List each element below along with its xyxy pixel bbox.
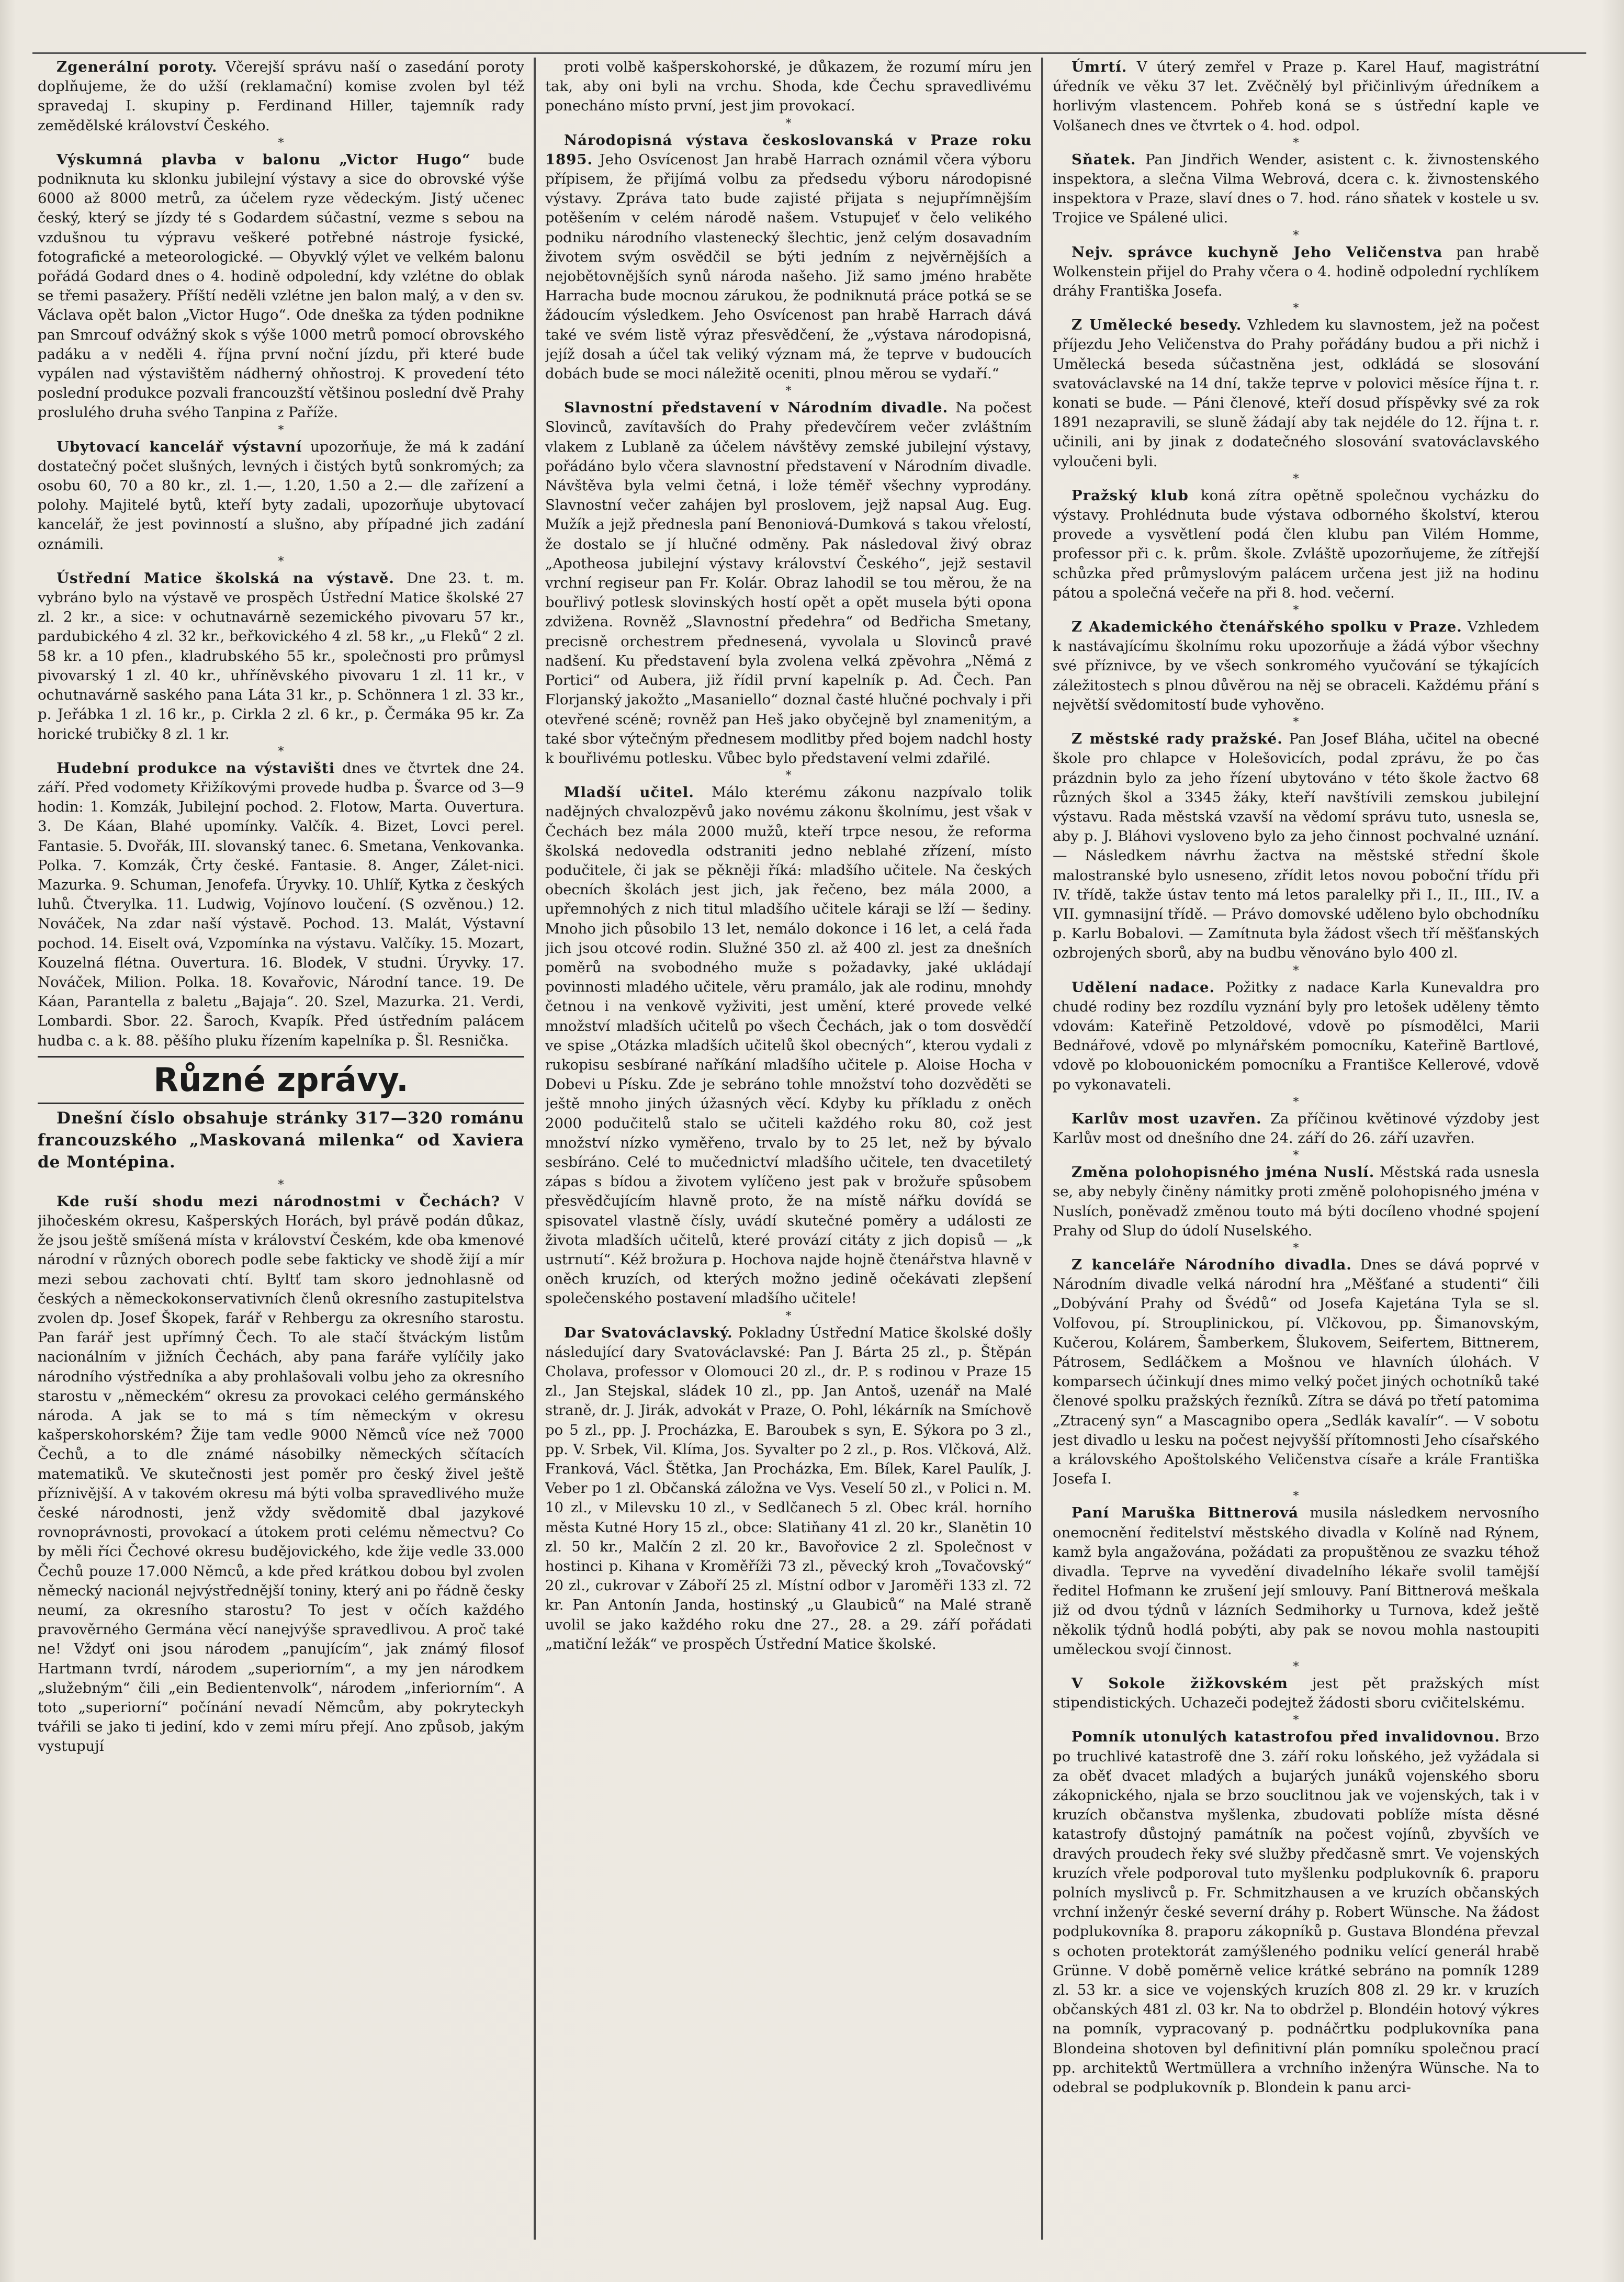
article-paragraph — [545, 131, 1032, 384]
article-paragraph — [1053, 1503, 1539, 1659]
separator-asterisk: * — [785, 1309, 792, 1323]
article-paragraph — [1053, 729, 1539, 963]
article-lead: Karlův most uzavřen. — [1072, 1110, 1262, 1127]
separator-asterisk: * — [1293, 302, 1299, 316]
separator-asterisk: * — [278, 136, 284, 150]
article-text: Dnes se dává poprvé v Národním divadle velká národní hra „Měšťané a studenti“ čili „Dobývání Prahy od Švédů“ od Josefa Kajetána Tyla se sl. Volfovou, pí. Strouplinickou, pí. Vlčkovou, pp. Šimanovským, Kučerou, Kolárem, Šamberkem, Šlukovem, Seifertem, Bittnerem, Pátrosem, Sedláčkem a Mošnou ve hlavních úlohách. V komparsech účinkují dnes mimo velký počet jiných ochotníků také členové spolku pražských řezníků. Zítra se dává po třetí patomima „Ztracený syn“ a Mascagnibo opera „Sedlák kavalír“. — V sobotu jest divadlo u lesku na počest nejvyšší přítomnosti Jeho císařského a královského Apoštolského Veličenstva císaře a krále Františka Josefa I. — [1053, 1256, 1539, 1488]
article-paragraph — [38, 569, 524, 744]
article-paragraph — [1053, 316, 1539, 471]
article-text: Vzhledem ku slavnostem, jež na počest příjezdu Jeho Veličenstva do Prahy pořádány budou a při nichž i Umělecká beseda súčastněna jest, odkládá se slosování svatováclavské na 14 dní, takže teprve v polovici měsíce října t. r. konati se bude. — Páni členové, kteří dosud příspěvky své za rok 1891 nezapravili, se sluně žádají aby tak nejdéle do 12. října t. r. učinili, ani by jinak z dodatečného slosování svatováclavského vyloučeni byli. — [1053, 317, 1539, 470]
separator-asterisk: * — [1293, 604, 1299, 617]
article-paragraph — [1053, 617, 1539, 715]
article-paragraph — [545, 1323, 1032, 1654]
article-lead: Ústřední Matice školská na výstavě. — [57, 569, 394, 587]
separator-asterisk: * — [278, 745, 284, 758]
article-lead: Nejv. správce kuchyně Jeho Veličenstva — [1072, 243, 1443, 261]
article-text: Požitky z nadace Karla Kunevaldra pro chudé rodiny bez rozdílu vyznání byly pro letošek uděleny těmto vdovám: Kateřině Petzoldové, vdově po písmodělci, Marii Bednářové, vdově po mlynářském pomocníku, Kateřině Bartlové, vdově po klobouonickém pomocníku a Františce Kellerové, vdově po vykonavateli. — [1053, 979, 1539, 1093]
article-text: proti volbě kašperskohorské, je důkazem, že rozumí míru jen tak, aby oni byli na vrchu. Shoda, kde Čechu spravedlivému ponecháno místo první, jest jim provokací. — [545, 59, 1032, 115]
article-lead: Mladší učitel. — [564, 784, 694, 801]
article-lead: V Sokole žižkovském — [1072, 1675, 1288, 1692]
article-paragraph — [1053, 1163, 1539, 1241]
article-text: koná zítra opětně společnou vycházku do výstavy. Prohlédnuta bude výstava odborného školství, kterou provede a vysvětlení podá člen klubu pan Vilém Homme, professor při c. k. prům. škole. Zvláště upozorňujeme, že zítřejší schůzka před průmyslovým palácem určena jest již na hodinu pátou a společná večeře na při 8. hod. večerní. — [1053, 487, 1539, 601]
article-text: pan hrabě Wolkenstein přijel do Prahy včera o 4. hodině odpolední rychlíkem dráhy Františka Josefa. — [1053, 243, 1539, 300]
article-paragraph — [1053, 58, 1539, 136]
article-lead: Sňatek. — [1072, 151, 1136, 168]
article-text: jest pět pražských míst stipendistických. Uchazeči podejtež žádosti sboru cvičitelskému. — [1053, 1675, 1539, 1712]
separator-asterisk: * — [785, 769, 792, 783]
separator-asterisk: * — [1293, 716, 1299, 729]
article-lead: Slavnostní představení v Národním divadle. — [564, 399, 949, 417]
article-lead: Ubytovací kancelář výstavní — [57, 438, 302, 455]
article-text: V úterý zemřel v Praze p. Karel Hauf, magistrátní úředník ve věku 37 let. Zvěčnělý byl přičinlivým úředníkem a horlivým vlastencem. Pohřeb koná se s ústřední kaple ve Volšanech dnes ve čtvrtek o 4. hod. odpol. — [1053, 59, 1539, 134]
article-lead: Úmrtí. — [1072, 59, 1127, 75]
separator-asterisk: * — [1293, 1714, 1299, 1727]
separator-asterisk: * — [1293, 472, 1299, 486]
article-text: dnes ve čtvrtek dne 24. září. Před vodomety Křižíkovými provede hudba p. Švarce od 3—9 hodin: 1. Komzák, Jubilejní pochod. 2. Flotow, Marta. Ouvertura. 3. De Káan, Blahé upomínky. Valčík. 4. Bizet, Lovci perel. Fantasie. 5. Dvořák, III. slovanský tanec. 6. Smetana, Venkovanka. Polka. 7. Komzák, Črty české. Fantasie. 8. Anger, Zálet-nici. Mazurka. 9. Schuman, Jenofefa. Úryvky. 10. Uhlíř, Kytka z českých luhů. Čtverylka. 11. Ludwig, Vojínovo loučení. (S ozvěnou.) 12. Nováček, Na zdar naší výstavě. Pochod. 13. Malát, Výstavní pochod. 14. Eiselt ová, Vzpomínka na výstavu. Valčíky. 15. Mozart, Kouzelná flétna. Ouvertura. 16. Blodek, V studni. Úryvky. 17. Nováček, Milion. Polka. 18. Kovařovic, Národní tance. 19. De Káan, Parantella z baletu „Bajaja“. 20. Szel, Mazurka. 21. Verdi, Lombardi. Sbor. 22. Šaroch, Kvapík. Před ústředním palácem hudba c. a k. 88. pěšího pluku řízením kapelníka p. Šl. Resnička. — [38, 759, 524, 1049]
column-rule-2 — [1041, 58, 1043, 2240]
article-text: Za příčinou květinové výzdoby jest Karlův most od dnešního dne 24. září do 26. září uzavřen. — [1053, 1110, 1539, 1146]
separator-asterisk: * — [1293, 1149, 1299, 1163]
article-text: Pan Jindřich Wender, asistent c. k. živnostenského inspektora, a slečna Vilma Webrová, dcera c. k. živnostenského inspektora v Praze, slaví dnes o 7. hod. ráno sňatek v kostele u sv. Trojice ve Spálené ulici. — [1053, 151, 1539, 227]
article-lead: Zgenerální poroty. — [57, 59, 218, 75]
article-paragraph — [1053, 1674, 1539, 1713]
separator-asterisk: * — [1293, 1490, 1299, 1503]
article-paragraph — [38, 759, 524, 1051]
article-paragraph — [1053, 1109, 1539, 1148]
article-lead: Dar Svatováclavský. — [564, 1324, 733, 1341]
article-text: Pan Josef Bláha, učitel na obecné škole pro chlapce v Holešovicích, podal zprávu, že po čas prázdnin bylo za jeho řízení ubytováno v této škole žactvo 68 různých škol a 3345 žáky, kteří navštívili zemskou jubilejní výstavu. Rada městská vzavší na vědomí správu tuto, usnesla se, aby p. J. Bláhovi vysloveno bylo za jeho činnost pochvalné uznání. — Následkem návrhu žactva na městské střední škole malostranské bylo usneseno, zřídit letos novou poboční třídu při IV. třídě, takže ústav tento má letos paralelky při I., II., III., IV. a VII. gymnasijní třídě. — Právo domovské uděleno bylo obchodníku p. Karlu Bobalovi. — Zamítnuta byla žádost všech tří měšťanských ozbrojených sborů, aby na budbu věnováno bylo 400 zl. — [1053, 730, 1539, 962]
article-lead: Změna polohopisného jména Nuslí. — [1072, 1164, 1375, 1181]
article-text: Na počest Slovinců, zavítavších do Prahy předevčírem večer zvláštním vlakem z Lublaně za účelem návštěvy zemské jubilejní výstavy, pořádáno bylo včera slavnostní představení v Národním divadle. Návštěva byla velmi četná, i lože téměř všechny vyprodány. Slavnostní večer zahájen byl proslovem, jejž napsal Aug. Eug. Mužík a jejž přednesla paní Benoniová-Dumková s takou vřelostí, že dostalo se jí hlučné odměny. Pak následoval živý obraz „Apotheosa jubilejní výstavy království Českého“, jejž sestavil vrchní regiseur pan Fr. Kolár. Obraz lahodil se tou měrou, že na bouřlivý potlesk slovinských hostí opět a opět musela býti opona zdvižena. Rovněž „Slavnostní předehra“ od Bedřicha Smetany, precisně orchestrem přednesená, vyvolala u Slovinců pravé nadšení. Ku představení byla zvolena velká zpěvohra „Němá z Portici“ od Aubera, již řídil první kapelník p. Ad. Čech. Pan Florjanský jakožto „Masaniello“ doznal časté hlučné pochvaly i při otevřené scéně; rovněž pan Heš jako obyčejně byl znamenitým, a také sbor výtečným přednesem modlitby před bojem nadchl hosty k bouřlivému potlesku. Vůbec bylo představení velmi zdařilé. — [545, 399, 1032, 767]
article-paragraph — [1053, 486, 1539, 603]
separator-asterisk: * — [278, 423, 284, 437]
separator-asterisk: * — [278, 1178, 284, 1191]
article-lead: Z Umělecké besedy. — [1072, 317, 1242, 334]
article-paragraph — [545, 783, 1032, 1308]
article-text: Brzo po truchlivé katastrofě dne 3. září roku loňského, jež vyžádala si za oběť dvacet mladých a bujarých junáků vojenského sboru zákopnického, njala se brzo souclitnou jak ve vojenských, tak i v kruzích občanstva myšlenka, zbudovati poblíže místa děsné katastrofy důstojný památník na počest vojínů, zbyvších ve dravých proudech řeky své služby předčasně smrt. Ve vojenských kruzích vřele podporoval tuto myšlenku podplukovník 6. praporu polních myslivců p. Fr. Schmitzhausen a ve kruzích občanských vrchní inženýr české severní dráhy p. Robert Wünsche. Na žádost podplukovníka 8. praporu zákopníků p. Gustava Blondéna převzal s ochoten protektorát zamýšleného podniku velící generál hrabě Grünne. V době poměrně velice krátké sebráno na pomník 1289 zl. 53 kr. a sice ve vojenských kruzích 808 zl. 29 kr. v kruzích občanských 481 zl. 03 kr. Na to obdržel p. Blondéin hotový výkres na pomník, vypracovaný p. podnáčrtku podplukovníka pana Blondeina shotoven byl definitivní plán pomníku společnou prací pp. architektů Wertmüllera a vrchního inženýra Wünsche. Na to odebral se podplukovník p. Blondein k panu arci- — [1053, 1728, 1539, 2096]
article-lead: Pražský klub — [1072, 487, 1189, 504]
article-lead: Dnešní číslo obsahuje stránky 317—320 románu francouzského „Maskovaná milenka“ od Xaviera de Montépina. — [38, 1108, 524, 1172]
separator-asterisk: * — [1293, 136, 1299, 150]
separator-asterisk: * — [1293, 964, 1299, 977]
separator-asterisk: * — [1293, 229, 1299, 242]
separator-asterisk: * — [785, 117, 792, 130]
separator-asterisk: * — [1293, 1241, 1299, 1255]
article-lead: Z kanceláře Národního divadla. — [1072, 1256, 1352, 1273]
article-lead: Kde ruší shodu mezi národnostmi v Čechách? — [57, 1193, 501, 1210]
article-paragraph — [1053, 1255, 1539, 1489]
article-paragraph — [545, 398, 1032, 768]
separator-asterisk: * — [1293, 1095, 1299, 1109]
article-text: Včerejší správu naší o zasedání poroty doplňujeme, že do užší (reklamační) komise zvolen byl též spravedaj I. skupiny p. Ferdinand Hiller, tajemník rady zemědělské království Českého. — [38, 59, 524, 134]
article-text: Pokladny Ústřední Matice školské došly následující dary Svatováclavské: Pan J. Bárta 25 zl., p. Štěpán Cholava, professor v Olomouci 20 zl., dr. P. s rodinou v Praze 15 zl., Jan Stejskal, sládek 10 zl., pp. Jan Antoš, uzenář na Malé straně, dr. J. Jirák, advokát v Praze, O. Pohl, lékárník na Smíchově po 5 zl., pp. J. Procházka, E. Baroubek s syn, E. Sýkora po 3 zl., pp. V. Srbek, Vil. Klíma, Jos. Syvalter po 2 zl., p. Ros. Vlčková, Alž. Franková, Václ. Štětka, Jan Procházka, Em. Bílek, Karel Paulík, J. Veber po 1 zl. Občanská záložna ve Vys. Veselí 50 zl., v Polici n. M. 10 zl., v Milevsku 10 zl., v Sedlčanech 5 zl. Obec král. horního města Kutné Hory 15 zl., obce: Slatiňany 41 zl. 20 kr., Slanětin 10 zl. 50 kr., Malčín 2 zl. 20 kr., Bavořovice 2 zl. Společnost v hostinci p. Kihana v Kroměříži 73 zl., pěvecký kroh „Tovačovský“ 20 zl., cukrovar v Záboří 25 zl. Místní odbor v Jaroměři 133 zl. 72 kr. Pan Antonín Janda, hostinský „u Glaubiců“ na Malé straně uvolil se jako každého roku dne 27., 28. a 29. září pořádati „matiční ležák“ ve prospěch Ústřední Matice školské. — [545, 1324, 1032, 1653]
separator-asterisk: * — [1293, 1660, 1299, 1674]
article-paragraph — [38, 1107, 524, 1173]
article-text: Vzhledem k nastávajícímu školnímu roku upozorňuje a žádá výbor všechny své příznivce, by ve všech sonkromého vyučování se týkajících záležitostech s plnou důvěrou na něj se obraceli. Každému přání s největší svědomitostí bude vyhověno. — [1053, 619, 1539, 713]
article-text: upozorňuje, že má k zadání dostatečný počet slušných, levných i čistých bytů sonkromých; za osobu 60, 70 a 80 kr., zl. 1.—, 1.20, 1.50 a 2.— dle zařízení a polohy. Majitelé bytů, kteří byty zadali, upozorňuje ubytovací kancelář, že jest povinností a slušno, aby případné jich zadání oznámili. — [38, 438, 524, 553]
article-text: musila následkem nervosního onemocnění ředitelství městského divadla v Kolíně nad Rýnem, kamž byla angažována, požádati za propuštěnou ze svazku téhož divadla. Teprve na vyvedění divadelního lékaře svolil tamější ředitel Hofmann ke zrušení její smlouvy. Paní Bittnerová meškala již od dvou týdnů v lázních Sedmihorky u Turnova, kdež ještě několik týdnů hodlá pobýti, aby pak se novou mohla nastoupiti uměleckou svojí činnost. — [1053, 1504, 1539, 1658]
column-left — [38, 58, 524, 2240]
article-paragraph — [38, 437, 524, 554]
article-paragraph — [1053, 243, 1539, 301]
article-paragraph — [1053, 150, 1539, 228]
article-lead: Pomník utonulých katastrofou před invalidovnou. — [1072, 1728, 1501, 1746]
article-lead: Z městské rady pražské. — [1072, 730, 1283, 748]
top-rule — [32, 52, 1586, 54]
article-paragraph — [38, 58, 524, 136]
column-rule-1 — [534, 58, 536, 2240]
article-paragraph — [38, 150, 524, 423]
article-paragraph — [1053, 978, 1539, 1095]
article-lead: Výskumná plavba v balonu „Victor Hugo“ — [57, 151, 471, 168]
section-title: Různé zprávy. — [38, 1056, 524, 1104]
article-paragraph — [545, 58, 1032, 116]
article-text: Dne 23. t. m. vybráno bylo na výstavě ve prospěch Ústřední Matice školské 27 zl. 2 kr., a sice: v ochutnavárně sezemického pivovaru 57 kr., pardubického 4 zl. 32 kr., beřkovického 4 zl. 58 kr., „u Fleků“ 2 zl. 58 kr. a 10 pfen., kladrubského 55 kr., společnosti pro průmysl pivovarský 1 zl. 40 kr., uhříněvského pivovaru 1 zl. 11 kr., v ochutnavárně saského pana Láta 31 kr., p. Schönnera 1 zl. 33 kr., p. Jeřábka 1 zl. 16 kr., p. Cirkla 2 zl. 6 kr., p. Čermáka 95 kr. Za horické trubičky 8 zl. 1 kr. — [38, 569, 524, 743]
article-text: Městská rada usnesla se, aby nebyly činěny námitky proti změně polohopisného jména v Nuslích, poněvadž změnou touto má býti docíleno vhodné spojení Prahy od Slup do údolí Nuselského. — [1053, 1164, 1539, 1239]
article-lead: Hudební produkce na výstavišti — [57, 759, 335, 777]
article-text: Jeho Osvícenost Jan hrabě Harrach oznámil včera výboru přípisem, že přijímá volbu za předsedu výboru národopisné výstavy. Zpráva tato bude zajisté přijata s nejupřímnějším potěšením v celém národě našem. Vstupujeť v čelo velikého podniku národního vlastenecký šlechtic, jenž celým dosavadním životem svým osvědčil se býti jedním z nejvěrnějších a nejobětovnějších synů národa našeho. Již samo jméno hraběte Harracha bude mocnou zárukou, že podniknutá práce potká se se žádoucím výsledkem. Jeho Osvícenost pan hrabě Harrach dává také ve svém listě výraz přesvědčení, že „výstava národopisná, jejíž dosah a účel tak veliký význam má, že teprve v budoucích dobách bude se moci náležitě oceniti, plnou měrou se vydaří.“ — [545, 151, 1032, 383]
column-middle — [545, 58, 1032, 2240]
separator-asterisk: * — [785, 385, 792, 398]
separator-asterisk: * — [278, 555, 284, 568]
article-paragraph — [38, 1192, 524, 1757]
article-text: Málo kterému zákonu nazpívalo tolik nadějných chvalozpěvů jako novému zákonu školnímu, jest však v Čechách bez mála 2000 mužů, kteří trpce nesou, že reforma školská nedovedla odstraniti jedno neblahé zřízení, místo podučitele, či jak se pěkněji říká: mladšího učitele. Na českých obecních školách jest jich, jak řečeno, bez mála 2000, a upřemnohých z nich titul mladšího učitele káraji se lží — šediny. Mnoho jich působilo 13 let, nemálo dokonce i 16 let, a celá řada jich jsou otcové rodin. Služné 350 zl. až 400 zl. jest za dnešních poměrů na svobodného muže s požadavky, jaké ukládají povinnosti mladého učitele, věru pramálo, jak ale rodinu, mnohdy četnou i na venkově vyživiti, jest umění, které provede velké množství mladších učitelů po všech Čechách, jak o tom dosvědčí ve spise „Otázka mladších učitelů škol obecných“, kterou vydali z rukopisu sesbírané naříkání mladšího učitele p. Aloise Hocha v Dobevi u Písku. Zde je sebráno tohle množství toho dozvěděti se ještě mnoho jiných úžasných věcí. Kdyby ku příkladu z oněch 2000 podučitelů stalo se učiteli každého roku 80, což jest množství nízko vyměřeno, trvalo by to 25 let, než by bývalo sesbíráno. Celé to mučednictví mladšího učitele, ten dvacetiletý zápas s bídou a životem vylíčeno jest pak v brožuře spůsobem přesvědčujícím hlavně proto, že na místě nářku dovídá se spisovatel vlastně čísly, uvádí skutečné poměry a události ze života mladších učitelů, které provází citáty z jich dopisů — „k ustrnutí“. Kéž brožura p. Hochova najde hojně čtenářstva hlavně v oněch kruzích, od kterých možno jedině očekávati zlepšení společenského postavení mladšího učitele! — [545, 784, 1032, 1307]
article-lead: Paní Maruška Bittnerová — [1072, 1504, 1299, 1522]
article-text: bude podniknuta ku sklonku jubilejní výstavy a sice do obrovské výše 6000 až 8000 metrů, za účelem ryze vědeckým. Jistý učenec český, který se jízdy té s Godardem súčastní, vezme s sebou na vzdušnou tu výpravu veškeré potřebné nástroje fysické, fotografické a meteorologické. — Obyvklý výlet ve velkém balonu pořádá Godard dnes o 4. hodině odpolední, kdy vzlétne do oblak se třemi pasažery. Příští neděli vzlétne jen balon malý, a v den sv. Václava opět balon „Victor Hugo“. Ode dneška za týden podnikne pan Smrcouf odvážný skok s výše 1000 metrů pomocí obrovského padáku a v neděli 4. října první noční jízdu, při které bude vypálen nad výstavištěm nádherný ohňostroj. K provedení této poslední produkce pozvali francouzští většinou poslední dvě Prahy proslulého druha svého Tanpina z Paříže. — [38, 151, 524, 421]
column-right — [1053, 58, 1539, 2240]
article-text: V jihočeském okresu, Kašperských Horách, byl právě podán důkaz, že jsou ještě smíšená místa v království Českém, kde oba kmenové národní v různých oborech podle sebe fakticky ve shodě žijí a mír mezi sebou zachovati chtí. Byltť tam skoro jednohlasně od českých a německokonservativních členů okresního zastupitelstva zvolen dp. Josef Škopek, farář v Rehbergu za okresního starostu. Pan farář jest upřímný Čech. To ale stačí štváckým listům nacionálním v jižních Čechách, aby pana faráře vylíčily jako národního výstředníka a aby prohlašovali volbu jeho za okresního starostu v „německém“ okresu za provokaci celého germánského národa. A jak se to má s tím německým v okresu kašperskohorském? Žije tam vedle 9000 Němců více než 7000 Čechů, a to dle známé násobilky německých sčítacích matematiků. Ve skutečnosti jest poměr pro český živel ještě příznivější. A v takovém okresu má býti volba spravedlivého muže české národnosti, jenž vždy svědomitě dbal jazykové rovnoprávnosti, provokací a útokem proti celému němectvu? Co by měli říci Čechové okresu budějovického, kde žije vedle 33.000 Čechů pouze 17.000 Němců, a kde před krátkou dobou byl zvolen německý nacionál nejvýstřednější toniny, který ani po řádně česky neumí, za okresního starostu? To jest v očích každého pravověrného Germána věcí nanejvýše spravedlivou. A proč také ne! Vždyť oni jsou národem „panujícím“, jak známý filosof Hartmann tvrdí, národem „superiorním“, a my jen národkem „služebným“ čili „ein Bedientenvolk“, národem „inferiorním“. A toto „superiorní“ počínání nevadí Němcům, aby pokryteckyh tvářili se jako ti jediní, kdo v zemi míru přejí. Ano způsob, jakým vystupují — [38, 1193, 524, 1755]
article-lead: Udělení nadace. — [1072, 979, 1215, 996]
article-lead: Národopisná výstava českoslovanská v Praze roku 1895. — [545, 131, 1032, 168]
article-paragraph — [1053, 1727, 1539, 2097]
article-lead: Z Akademického čtenářského spolku v Praze. — [1072, 619, 1462, 636]
